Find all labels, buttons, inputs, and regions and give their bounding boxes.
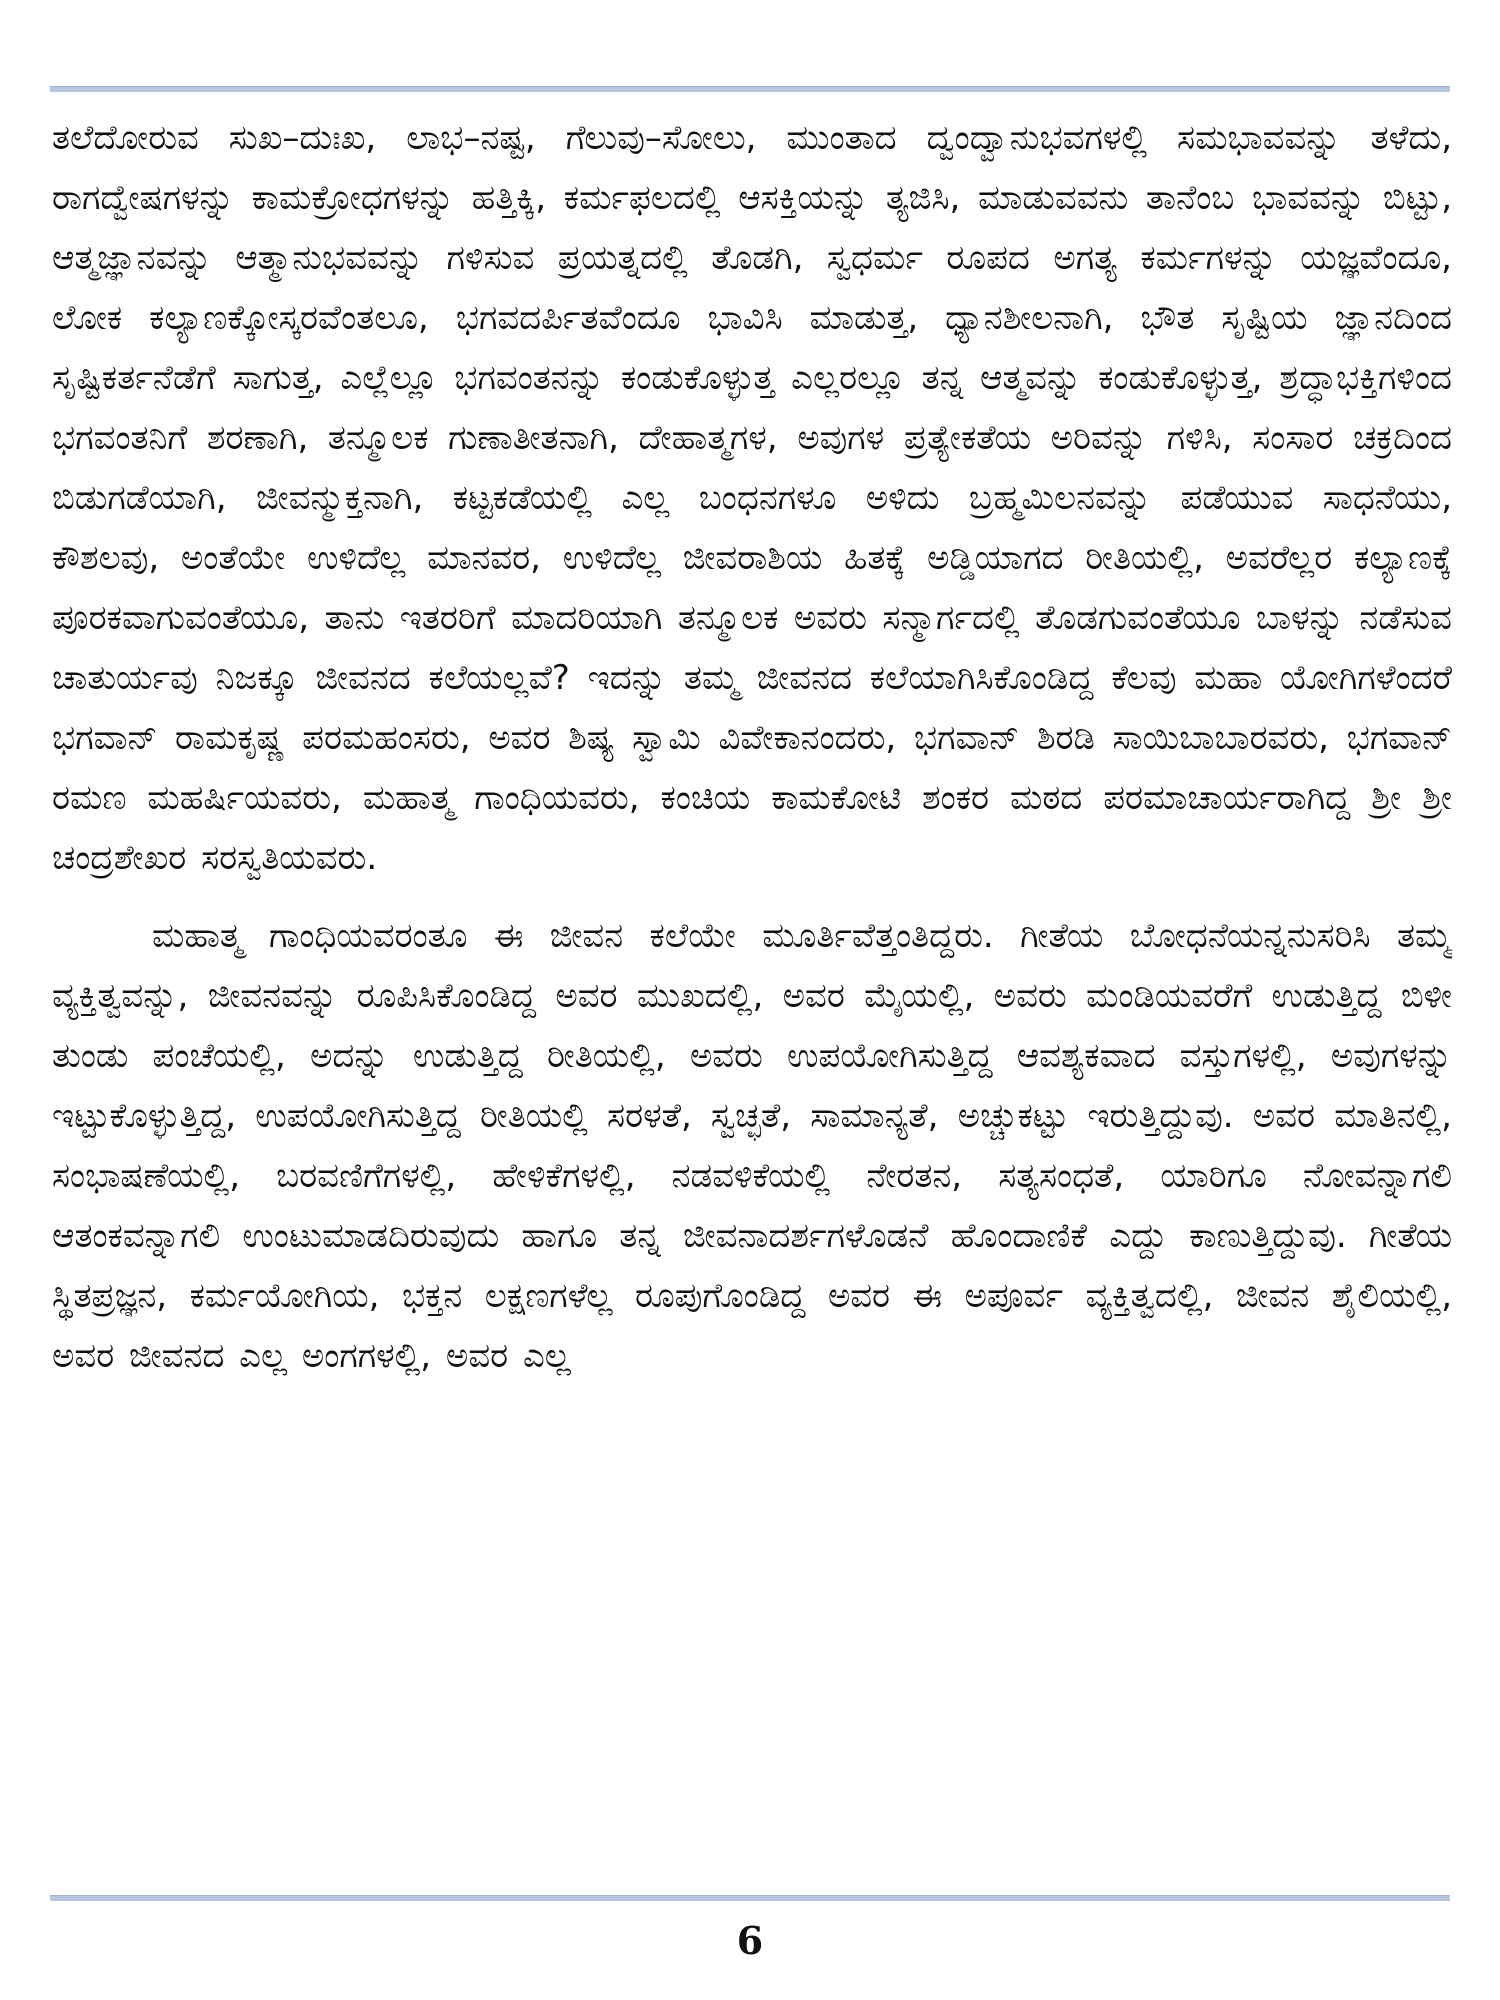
top-rule — [50, 86, 1450, 92]
page-number: 6 — [736, 1918, 764, 1963]
page-body — [52, 108, 1452, 1883]
bottom-rule — [50, 1895, 1450, 1901]
paragraph-1: ತಲೆದೋರುವ ಸುಖ–ದುಃಖ, ಲಾಭ–ನಷ್ಟ, ಗೆಲುವು–ಸೋಲು, ಮುಂತಾದ ದ್ವಂದ್ವಾನುಭವಗಳಲ್ಲಿ ಸಮಭಾವವನ್ನು ತಳೆದು, ರಾಗದ್ವೇಷಗಳನ್ನು ಕಾಮಕ್ರೋಧಗಳನ್ನು ಹತ್ತಿಕ್ಕಿ, ಕರ್ಮಫಲದಲ್ಲಿ ಆಸಕ್ತಿಯನ್ನು ತ್ಯಜಿಸಿ, ಮಾಡುವವನು ತಾನೆಂಬ ಭಾವವನ್ನು ಬಿಟ್ಟು, ಆತ್ಮಜ್ಞಾನವನ್ನು ಆತ್ಮಾನುಭವವನ್ನು ಗಳಿಸುವ ಪ್ರಯತ್ನದಲ್ಲಿ ತೊಡಗಿ, ಸ್ವಧರ್ಮ ರೂಪದ ಅಗತ್ಯ ಕರ್ಮಗಳನ್ನು ಯಜ್ಞವೆಂದೂ, ಲೋಕ ಕಲ್ಯಾಣಕ್ಕೋಸ್ಕರವೆಂತಲೂ, ಭಗವದರ್ಪಿತವೆಂದೂ ಭಾವಿಸಿ ಮಾಡುತ್ತ, ಧ್ಯಾನಶೀಲನಾಗಿ, ಭೌತ ಸೃಷ್ಟಿಯ ಜ್ಞಾನದಿಂದ ಸೃಷ್ಟಿಕರ್ತನೆಡೆಗೆ ಸಾಗುತ್ತ, ಎಲ್ಲೆಲ್ಲೂ ಭಗವಂತನನ್ನು ಕಂಡುಕೊಳ್ಳುತ್ತ ಎಲ್ಲರಲ್ಲೂ ತನ್ನ ಆತ್ಮವನ್ನು ಕಂಡುಕೊಳ್ಳುತ್ತ, ಶ್ರದ್ಧಾಭಕ್ತಿಗಳಿಂದ ಭಗವಂತನಿಗೆ ಶರಣಾಗಿ, ತನ್ಮೂಲಕ ಗುಣಾತೀತನಾಗಿ, ದೇಹಾತ್ಮಗಳ, ಅವುಗಳ ಪ್ರತ್ಯೇಕತೆಯ ಅರಿವನ್ನು ಗಳಿಸಿ, ಸಂಸಾರ ಚಕ್ರದಿಂದ ಬಿಡುಗಡೆಯಾಗಿ, ಜೀವನ್ಮುಕ್ತನಾಗಿ, ಕಟ್ಟಕಡೆಯಲ್ಲಿ ಎಲ್ಲ ಬಂಧನಗಳೂ ಅಳಿದು ಬ್ರಹ್ಮಮಿಲನವನ್ನು ಪಡೆಯುವ ಸಾಧನೆಯು, ಕೌಶಲವು, ಅಂತೆಯೇ ಉಳಿದೆಲ್ಲ ಮಾನವರ, ಉಳಿದೆಲ್ಲ ಜೀವರಾಶಿಯ ಹಿತಕ್ಕೆ ಅಡ್ಡಿಯಾಗದ ರೀತಿಯಲ್ಲಿ, ಅವರೆಲ್ಲರ ಕಲ್ಯಾಣಕ್ಕೆ ಪೂರಕವಾಗುವಂತೆಯೂ, ತಾನು ಇತರರಿಗೆ ಮಾದರಿಯಾಗಿ ತನ್ಮೂಲಕ ಅವರು ಸನ್ಮಾರ್ಗದಲ್ಲಿ ತೊಡಗುವಂತೆಯೂ ಬಾಳನ್ನು ನಡೆಸುವ ಚಾತುರ್ಯವು ನಿಜಕ್ಕೂ ಜೀವನದ ಕಲೆಯಲ್ಲವೆ? ಇದನ್ನು ತಮ್ಮ ಜೀವನದ ಕಲೆಯಾಗಿಸಿಕೊಂಡಿದ್ದ ಕೆಲವು ಮಹಾ ಯೋಗಿಗಳೆಂದರೆ ಭಗವಾನ್ ರಾಮಕೃಷ್ಣ ಪರಮಹಂಸರು, ಅವರ ಶಿಷ್ಯ ಸ್ವಾಮಿ ವಿವೇಕಾನಂದರು, ಭಗವಾನ್ ಶಿರಡಿ ಸಾಯಿಬಾಬಾರವರು, ಭಗವಾನ್ ರಮಣ ಮಹರ್ಷಿಯವರು, ಮಹಾತ್ಮ ಗಾಂಧಿಯವರು, ಕಂಚಿಯ ಕಾಮಕೋಟಿ ಶಂಕರ ಮಠದ ಪರಮಾಚಾರ್ಯರಾಗಿದ್ದ ಶ್ರೀ ಶ್ರೀ ಚಂದ್ರಶೇಖರ ಸರಸ್ವತಿಯವರು. — [52, 118, 1452, 878]
paragraph-2: ಮಹಾತ್ಮ ಗಾಂಧಿಯವರಂತೂ ಈ ಜೀವನ ಕಲೆಯೇ ಮೂರ್ತಿವೆತ್ತಂತಿದ್ದರು. ಗೀತೆಯ ಬೋಧನೆಯನ್ನನುಸರಿಸಿ ತಮ್ಮ ವ್ಯಕ್ತಿತ್ವವನ್ನು, ಜೀವನವನ್ನು ರೂಪಿಸಿಕೊಂಡಿದ್ದ ಅವರ ಮುಖದಲ್ಲಿ, ಅವರ ಮೈಯಲ್ಲಿ, ಅವರು ಮಂಡಿಯವರೆಗೆ ಉಡುತ್ತಿದ್ದ ಬಿಳೀ ತುಂಡು ಪಂಚೆಯಲ್ಲಿ, ಅದನ್ನು ಉಡುತ್ತಿದ್ದ ರೀತಿಯಲ್ಲಿ, ಅವರು ಉಪಯೋಗಿಸುತ್ತಿದ್ದ ಆವಶ್ಯಕವಾದ ವಸ್ತುಗಳಲ್ಲಿ, ಅವುಗಳನ್ನು ಇಟ್ಟುಕೊಳ್ಳುತ್ತಿದ್ದ, ಉಪಯೋಗಿಸುತ್ತಿದ್ದ ರೀತಿಯಲ್ಲಿ ಸರಳತೆ, ಸ್ವಚ್ಛತೆ, ಸಾಮಾನ್ಯತೆ, ಅಚ್ಚುಕಟ್ಟು ಇರುತ್ತಿದ್ದುವು. ಅವರ ಮಾತಿನಲ್ಲಿ, ಸಂಭಾಷಣೆಯಲ್ಲಿ, ಬರವಣಿಗೆಗಳಲ್ಲಿ, ಹೇಳಿಕೆಗಳಲ್ಲಿ, ನಡವಳಿಕೆಯಲ್ಲಿ ನೇರತನ, ಸತ್ಯಸಂಧತೆ, ಯಾರಿಗೂ ನೋವನ್ನಾಗಲಿ ಆತಂಕವನ್ನಾಗಲಿ ಉಂಟುಮಾಡದಿರುವುದು ಹಾಗೂ ತನ್ನ ಜೀವನಾದರ್ಶಗಳೊಡನೆ ಹೊಂದಾಣಿಕೆ ಎದ್ದು ಕಾಣುತ್ತಿದ್ದುವು. ಗೀತೆಯ ಸ್ಥಿತಪ್ರಜ್ಞನ, ಕರ್ಮಯೋಗಿಯ, ಭಕ್ತನ ಲಕ್ಷಣಗಳೆಲ್ಲ ರೂಪುಗೊಂಡಿದ್ದ ಅವರ ಈ ಅಪೂರ್ವ ವ್ಯಕ್ತಿತ್ವದಲ್ಲಿ, ಜೀವನ ಶೈಲಿಯಲ್ಲಿ, ಅವರ ಜೀವನದ ಎಲ್ಲ ಅಂಗಗಳಲ್ಲಿ, ಅವರ ಎಲ್ಲ — [52, 916, 1452, 1376]
